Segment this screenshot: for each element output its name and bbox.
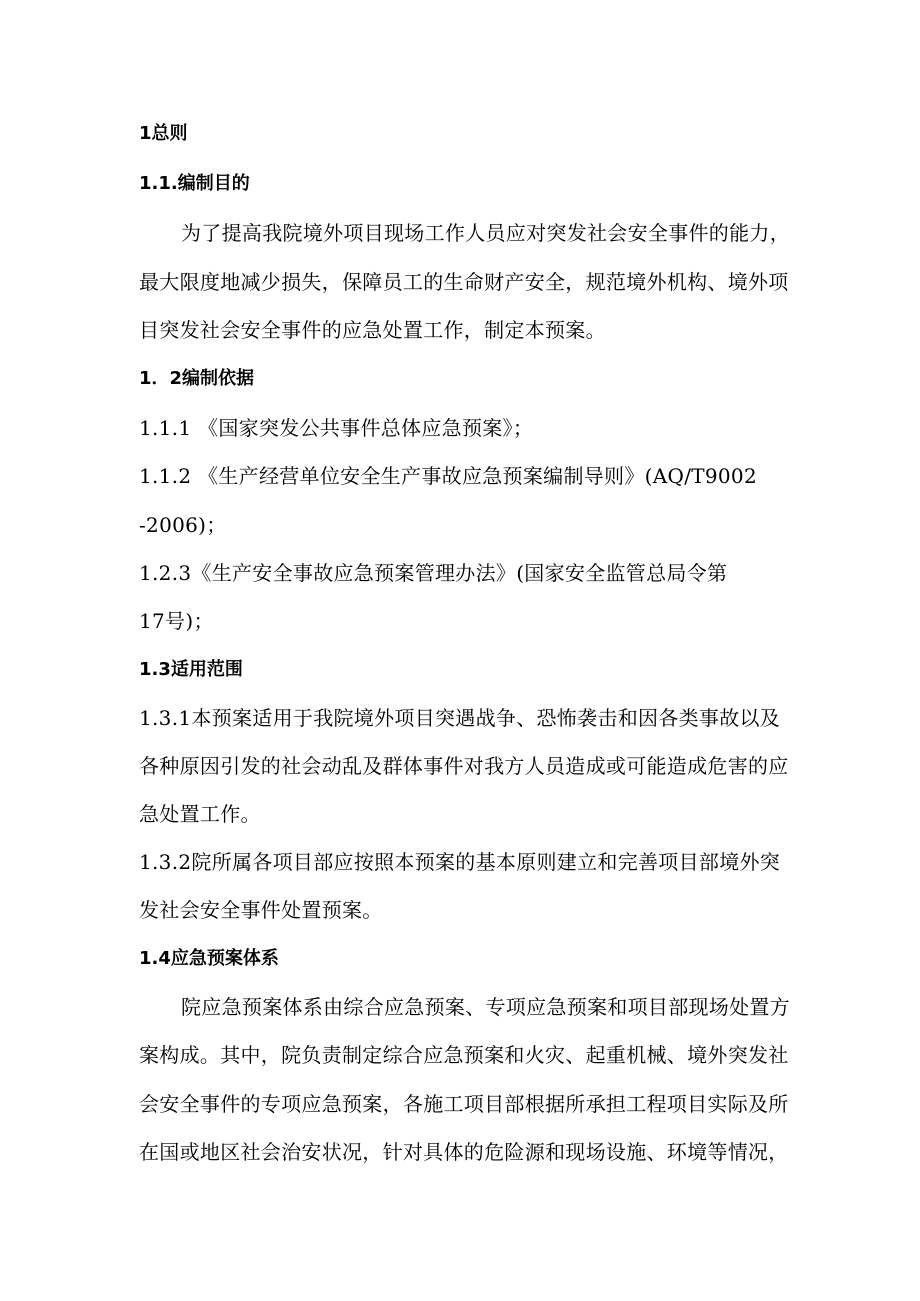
paragraph-line: 1.3.1本预案适用于我院境外项目突遇战争、恐怖袭击和因各类事故以及 [139,706,781,730]
paragraph-line: 会安全事件的专项应急预案，各施工项目部根据所承担工程项目实际及所 [139,1092,789,1116]
heading-basis: 1．2编制依据 [139,368,255,389]
paragraph-line: 院应急预案体系由综合应急预案、专项应急预案和项目部现场处置方 [181,995,790,1019]
paragraph-line: 案构成。其中，院负责制定综合应急预案和火灾、起重机械、境外突发社 [139,1043,789,1067]
paragraph-line: 发社会安全事件处置预案。 [139,898,383,922]
list-item-line: 1.1.2 《生产经营单位安全生产事故应急预案编制导则》(AQ/T9002 [139,464,757,488]
list-item-line: -2006)； [139,513,227,537]
heading-general-principles: 1总则 [139,123,188,144]
paragraph-line: 最大限度地减少损失，保障员工的生命财产安全，规范境外机构、境外项 [139,270,789,294]
heading-plan-system: 1.4应急预案体系 [139,948,279,969]
paragraph-line: 急处置工作。 [139,802,261,826]
heading-purpose: 1.1.编制目的 [139,173,250,194]
list-item-line: 17号)； [139,609,214,633]
list-item-line: 1.1.1 《国家突发公共事件总体应急预案》； [139,416,534,440]
paragraph-line: 1.3.2院所属各项目部应按照本预案的基本原则建立和完善项目部境外突 [139,850,781,874]
paragraph-line: 为了提高我院境外项目现场工作人员应对突发社会安全事件的能力， [181,221,790,245]
paragraph-line: 目突发社会安全事件的应急处置工作，制定本预案。 [139,318,606,342]
heading-scope: 1.3适用范围 [139,659,243,680]
paragraph-line: 在国或地区社会治安状况，针对具体的危险源和现场设施、环境等情况， [139,1140,789,1164]
list-item-line: 1.2.3《生产安全事故应急预案管理办法》(国家安全监管总局令第 [139,561,728,585]
paragraph-line: 各种原因引发的社会动乱及群体事件对我方人员造成或可能造成危害的应 [139,754,789,778]
